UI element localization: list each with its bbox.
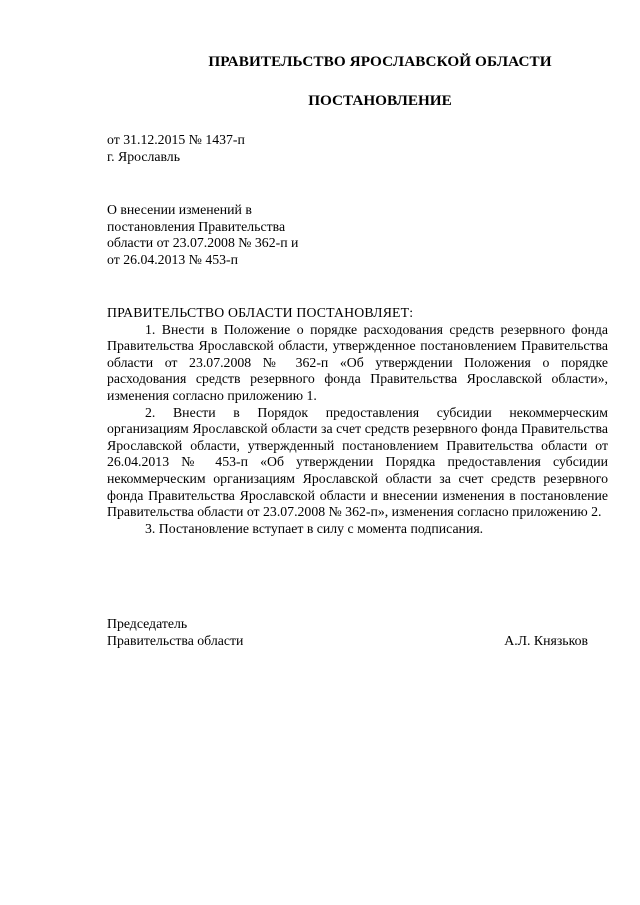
- date-number: от 31.12.2015 № 1437-п: [107, 132, 245, 147]
- subject-line: области от 23.07.2008 № 362-п и: [107, 235, 299, 251]
- document-body: [107, 305, 608, 537]
- document-subject: [107, 202, 367, 268]
- resolve-heading: ПРАВИТЕЛЬСТВО ОБЛАСТИ ПОСТАНОВЛЯЕТ:: [107, 305, 414, 320]
- signatory-position-line1: Председатель: [107, 616, 188, 631]
- signatory-name: А.Л. Князьков: [504, 632, 588, 648]
- paragraph-2: 2. Внести в Порядок предоставления субсидии некоммерческим организациям Ярославской области за счет средств резервного фонда Правительства Ярославской области, утвержденный постановлением Правительства области от 26.04.2013 № 453-п «Об утверждении Порядка предоставления субсидии некоммерческим организациям Ярославской области за счет средств резервного фонда Правительства Ярославской области и внесении изменения в постановление Правительства области от 23.07.2008 № 362-п», изменения согласно приложению 2.: [107, 404, 608, 520]
- subject-line: постановления Правительства: [107, 218, 286, 234]
- paragraph-1: 1. Внести в Положение о порядке расходования средств резервного фонда Правительства Ярославской области, утвержденное постановлением Правительства области от 23.07.2008 № 362-п «Об утверждении Положения о порядке расходования средств резервного фонда Правительства Ярославской области», изменения согласно приложению 1.: [107, 321, 608, 403]
- signature-block: [107, 616, 588, 649]
- document-meta: [107, 132, 245, 165]
- subject-line: О внесении изменений в: [107, 202, 252, 217]
- paragraph-3: 3. Постановление вступает в силу с момента подписания.: [145, 520, 484, 536]
- document-type: ПОСТАНОВЛЕНИЕ: [308, 92, 452, 109]
- signatory-position-line2: Правительства области: [107, 632, 244, 648]
- city: г. Ярославль: [107, 148, 180, 164]
- subject-line: от 26.04.2013 № 453-п: [107, 251, 239, 267]
- signature-row: [107, 633, 588, 650]
- government-title: ПРАВИТЕЛЬСТВО ЯРОСЛАВСКОЙ ОБЛАСТИ: [208, 53, 552, 70]
